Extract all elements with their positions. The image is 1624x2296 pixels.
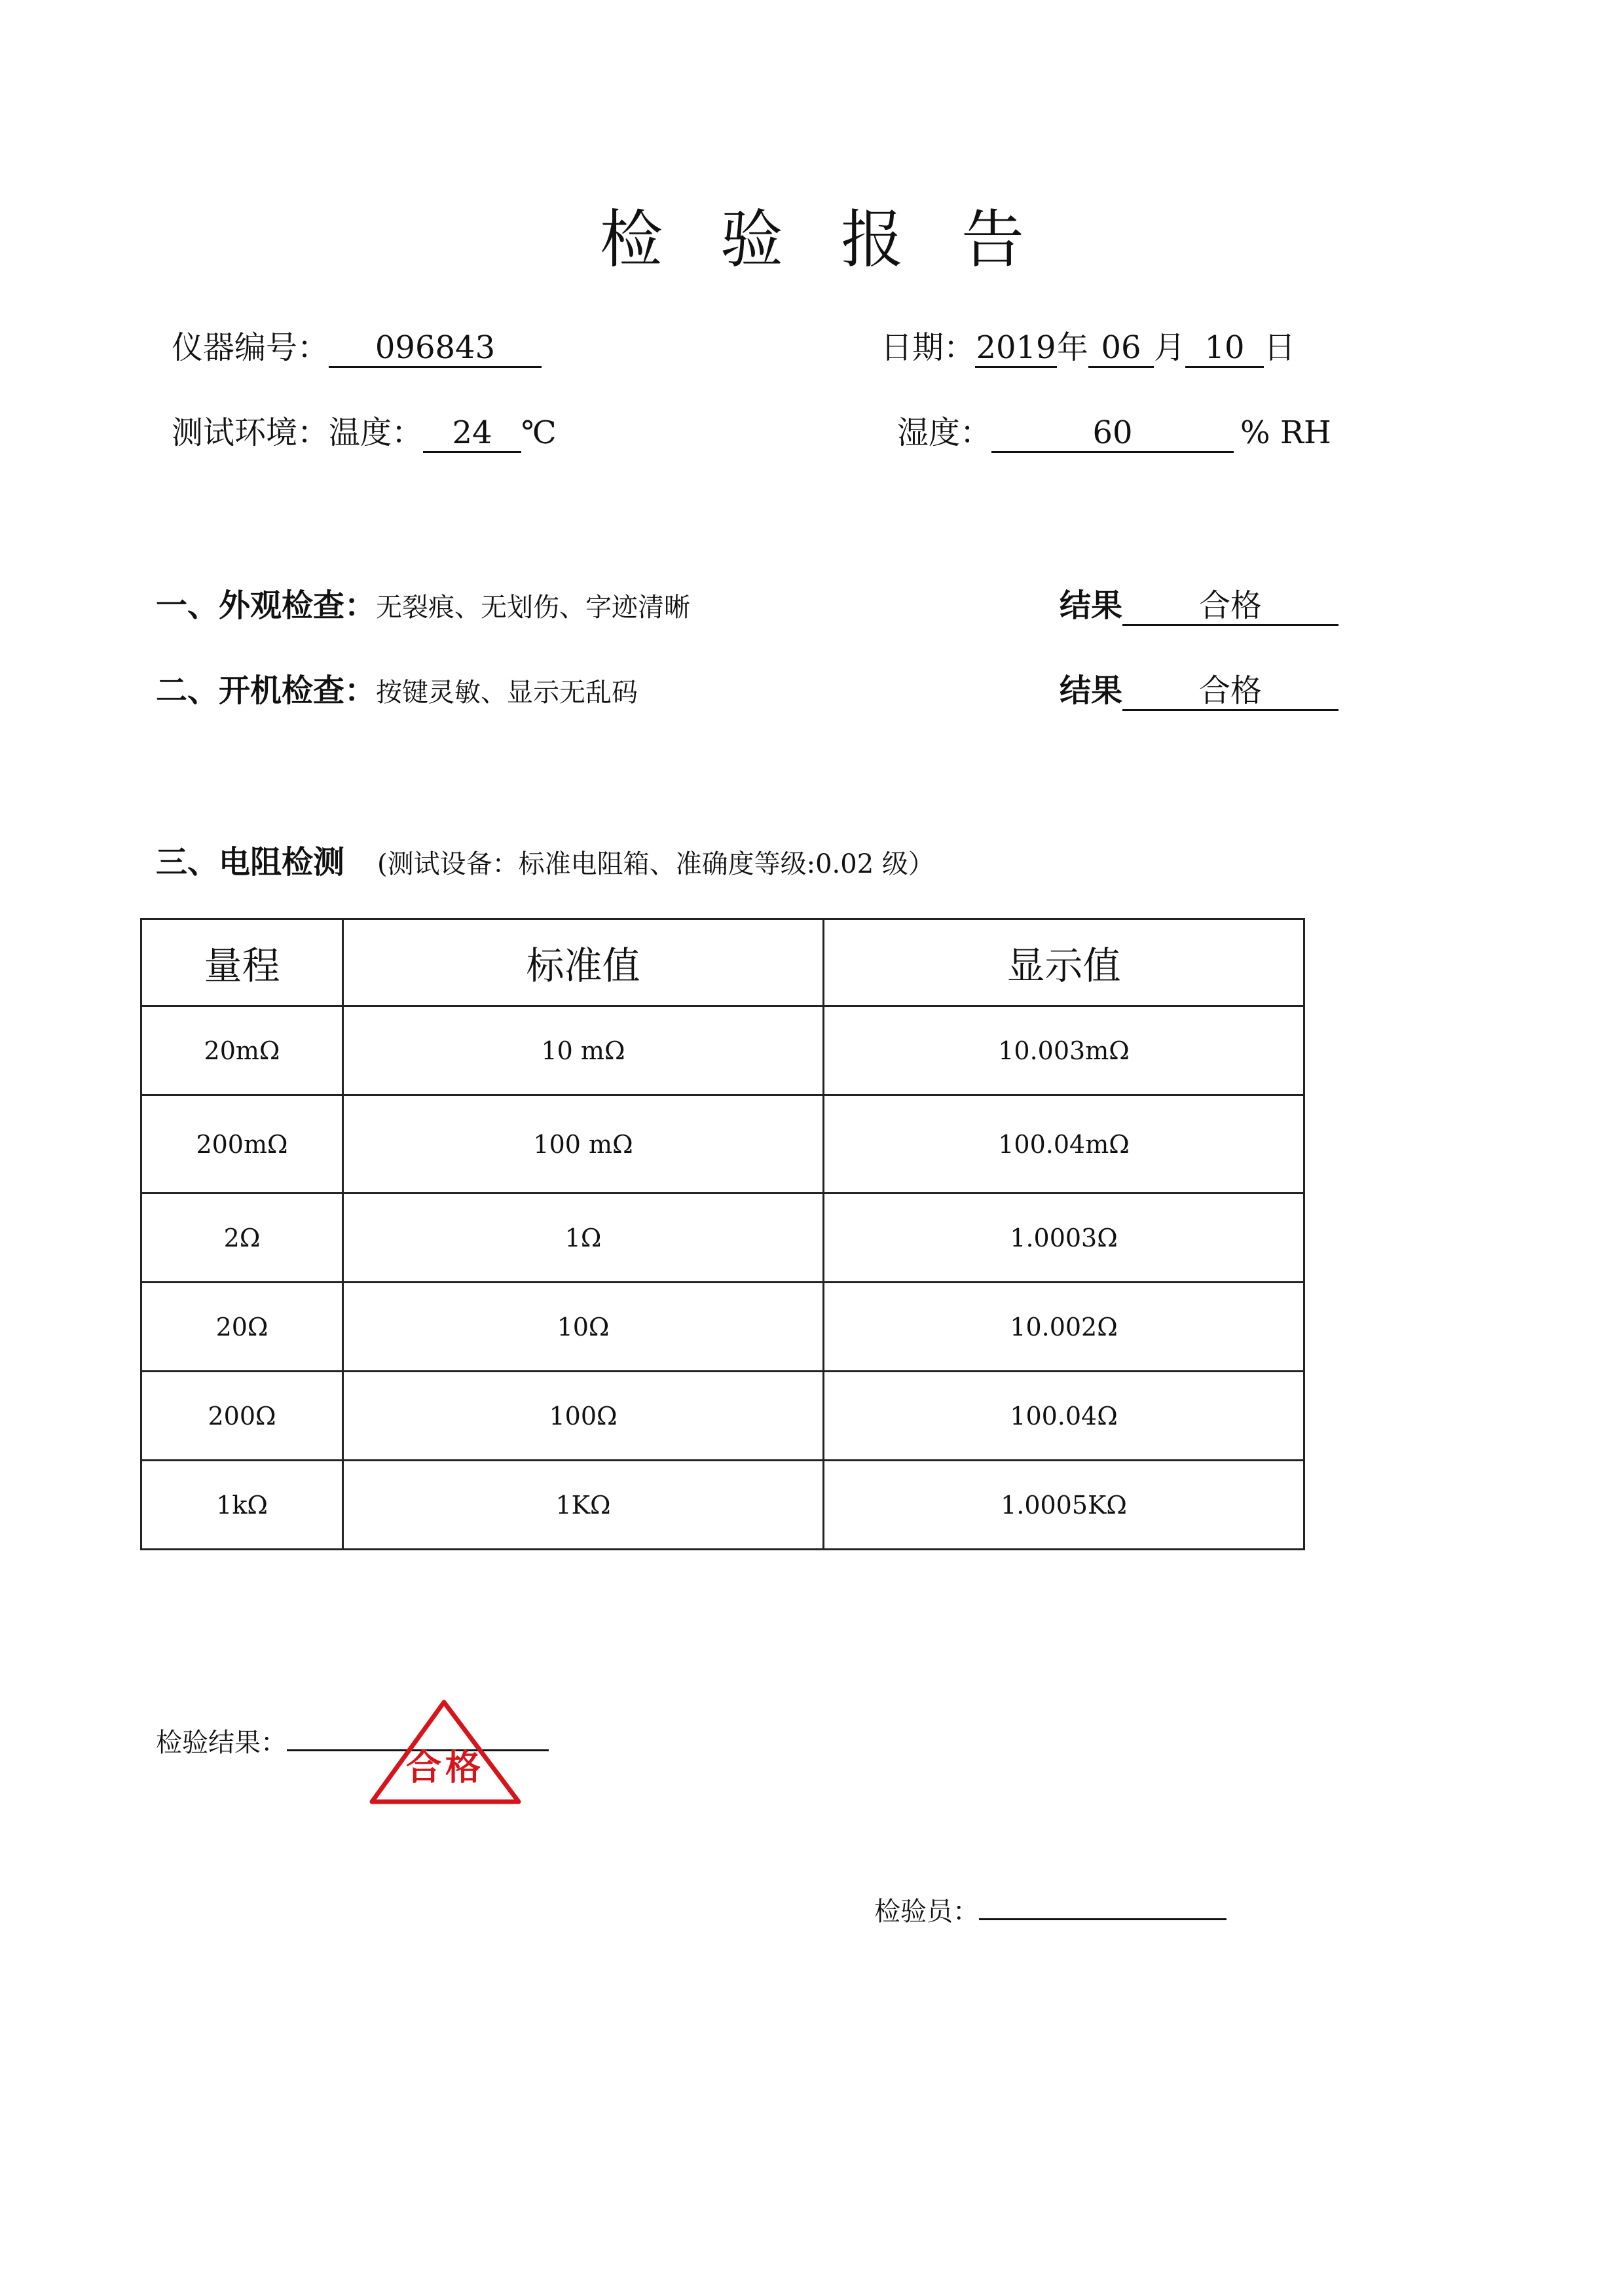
range-cell: 200Ω xyxy=(141,1372,343,1461)
standard-cell: 1Ω xyxy=(343,1194,824,1283)
temperature-unit: ℃ xyxy=(521,414,557,451)
qualified-stamp xyxy=(367,1697,524,1808)
table-row xyxy=(141,1006,1304,1095)
date-month: 06 xyxy=(1088,330,1154,368)
date-year-unit: 年 xyxy=(1057,329,1089,366)
display-cell: 100.04mΩ xyxy=(824,1095,1304,1194)
display-cell: 1.0003Ω xyxy=(824,1194,1304,1283)
appearance-result-label: 结果 xyxy=(1060,587,1123,624)
appearance-result xyxy=(1060,580,1338,626)
table-row xyxy=(141,1372,1304,1461)
appearance-check xyxy=(156,580,690,625)
inspector-label: 检验员： xyxy=(874,1897,979,1927)
environment-label: 测试环境：温度： xyxy=(172,414,424,451)
instrument-number-row xyxy=(172,322,542,368)
inspector-signature-line xyxy=(979,1899,1227,1920)
instrument-number-label: 仪器编号： xyxy=(172,329,329,366)
resistance-note: (测试设备：标准电阻箱、准确度等级:0.02 级） xyxy=(377,849,934,879)
range-cell: 1kΩ xyxy=(141,1461,343,1550)
table-row xyxy=(141,1283,1304,1372)
standard-cell: 100 mΩ xyxy=(343,1095,824,1194)
humidity-value: 60 xyxy=(991,415,1234,453)
display-cell: 1.0005KΩ xyxy=(824,1461,1304,1550)
standard-cell: 10Ω xyxy=(343,1283,824,1372)
date-day-unit: 日 xyxy=(1264,329,1296,366)
stamp-text: 合格 xyxy=(406,1747,485,1788)
date-year: 2019 xyxy=(975,330,1057,368)
column-header-range: 量程 xyxy=(141,919,343,1006)
standard-cell: 10 mΩ xyxy=(343,1006,824,1095)
appearance-result-value: 合格 xyxy=(1122,588,1338,626)
table-row xyxy=(141,1095,1304,1194)
humidity-label: 湿度： xyxy=(897,414,992,451)
power-on-check-heading: 二、开机检查： xyxy=(156,672,377,709)
column-header-standard: 标准值 xyxy=(343,919,824,1006)
range-cell: 20Ω xyxy=(141,1283,343,1372)
table-row xyxy=(141,1461,1304,1550)
power-on-result-value: 合格 xyxy=(1122,673,1338,711)
date-day: 10 xyxy=(1185,330,1264,368)
environment-row xyxy=(172,407,557,453)
humidity-row xyxy=(897,407,1331,453)
column-header-display: 显示值 xyxy=(824,919,1304,1006)
power-on-result-label: 结果 xyxy=(1060,672,1123,709)
resistance-heading: 三、电阻检测 xyxy=(156,844,345,881)
temperature-value: 24 xyxy=(423,415,521,453)
table-row xyxy=(141,1194,1304,1283)
standard-cell: 1KΩ xyxy=(343,1461,824,1550)
appearance-check-heading: 一、外观检查： xyxy=(156,587,377,624)
instrument-number-value: 096843 xyxy=(329,330,542,368)
resistance-table xyxy=(140,918,1305,1550)
appearance-check-desc: 无裂痕、无划伤、字迹清晰 xyxy=(376,592,691,623)
page-title: 检验报告 xyxy=(600,203,1082,276)
power-on-check xyxy=(156,665,638,710)
range-cell: 2Ω xyxy=(141,1194,343,1283)
date-month-unit: 月 xyxy=(1154,329,1186,366)
standard-cell: 100Ω xyxy=(343,1372,824,1461)
display-cell: 10.002Ω xyxy=(824,1283,1304,1372)
display-cell: 10.003mΩ xyxy=(824,1006,1304,1095)
table-header-row xyxy=(141,919,1304,1006)
display-cell: 100.04Ω xyxy=(824,1372,1304,1461)
date-row xyxy=(881,322,1295,368)
inspector-row xyxy=(874,1891,1227,1928)
power-on-check-desc: 按键灵敏、显示无乱码 xyxy=(376,678,638,708)
power-on-result xyxy=(1060,665,1338,711)
range-cell: 20mΩ xyxy=(141,1006,343,1095)
date-label: 日期： xyxy=(881,329,976,366)
range-cell: 200mΩ xyxy=(141,1095,343,1194)
inspection-result-label: 检验结果： xyxy=(156,1728,287,1758)
humidity-unit: % RH xyxy=(1240,414,1331,451)
resistance-section-header xyxy=(156,837,934,882)
